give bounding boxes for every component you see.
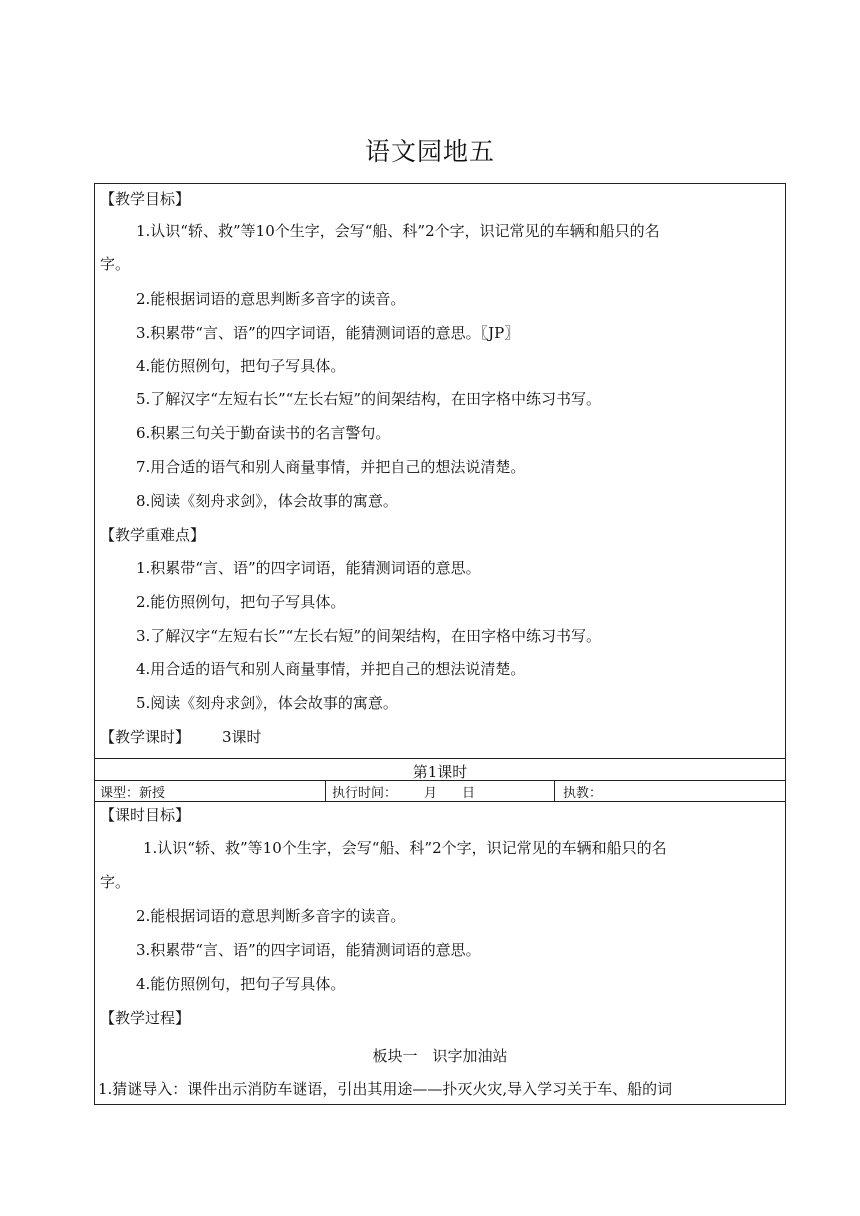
execution-month: 月 — [424, 786, 438, 801]
difficulty-item: 1.积累带“言、语”的四字词语，能猜测词语的意思。 — [136, 559, 481, 577]
lesson-goal-item: 2.能根据词语的意思判断多音字的读音。 — [136, 907, 406, 925]
goal-item: 6.积累三句关于勤奋读书的名言警句。 — [136, 424, 391, 442]
process-heading: 【教学过程】 — [100, 1009, 191, 1027]
teacher-label: 执教： — [563, 786, 603, 801]
lesson-goals-heading: 【课时目标】 — [100, 806, 191, 824]
process-step: 1.猜谜导入：课件出示消防车谜语，引出其用途——扑灭火灾,导入学习关于车、船的词 — [98, 1080, 673, 1098]
lesson-goal-item: 字。 — [100, 873, 131, 891]
goal-item: 字。 — [100, 255, 131, 273]
goal-item: 5.了解汉字“左短右长”“左长右短”的间架结构，在田字格中练习书写。 — [136, 390, 601, 408]
cell-divider — [554, 780, 555, 801]
lesson-goal-item: 4.能仿照例句，把句子写具体。 — [136, 975, 346, 993]
goal-item: 1.认识“轿、救”等10个生字，会写“船、科”2个字，识记常见的车辆和船只的名 — [136, 222, 660, 240]
divider — [94, 780, 786, 781]
difficulty-item: 2.能仿照例句，把句子写具体。 — [136, 593, 346, 611]
difficulties-heading: 【教学重难点】 — [100, 526, 206, 544]
difficulty-item: 3.了解汉字“左短右长”“左长右短”的间架结构，在田字格中练习书写。 — [136, 627, 601, 645]
goal-item: 2.能根据词语的意思判断多音字的读音。 — [136, 290, 406, 308]
divider — [94, 758, 786, 759]
goal-item: 8.阅读《刻舟求剑》，体会故事的寓意。 — [136, 492, 398, 510]
execution-time-label: 执行时间： — [332, 786, 398, 801]
lesson-title: 第1课时 — [412, 763, 468, 781]
hours-value: 3课时 — [222, 728, 262, 746]
goal-item: 3.积累带“言、语”的四字词语，能猜测词语的意思。〖JP〗 — [136, 324, 520, 342]
difficulty-item: 4.用合适的语气和别人商量事情，并把自己的想法说清楚。 — [136, 660, 526, 678]
difficulty-item: 5.阅读《刻舟求剑》，体会故事的寓意。 — [136, 694, 398, 712]
lesson-goal-item: 1.认识“轿、救”等10个生字，会写“船、科”2个字，识记常见的车辆和船只的名 — [143, 839, 667, 857]
cell-divider — [325, 780, 326, 801]
goal-item: 4.能仿照例句，把句子写具体。 — [136, 357, 346, 375]
hours-heading: 【教学课时】 — [100, 728, 191, 746]
goals-heading: 【教学目标】 — [100, 190, 191, 208]
block-title: 板块一 识字加油站 — [372, 1047, 508, 1065]
lesson-goal-item: 3.积累带“言、语”的四字词语，能猜测词语的意思。 — [136, 941, 481, 959]
goal-item: 7.用合适的语气和别人商量事情，并把自己的想法说清楚。 — [136, 458, 526, 476]
execution-day: 日 — [462, 786, 476, 801]
page-title: 语文园地五 — [364, 137, 495, 166]
divider — [94, 801, 786, 802]
lesson-type: 课型：新授 — [100, 786, 166, 801]
